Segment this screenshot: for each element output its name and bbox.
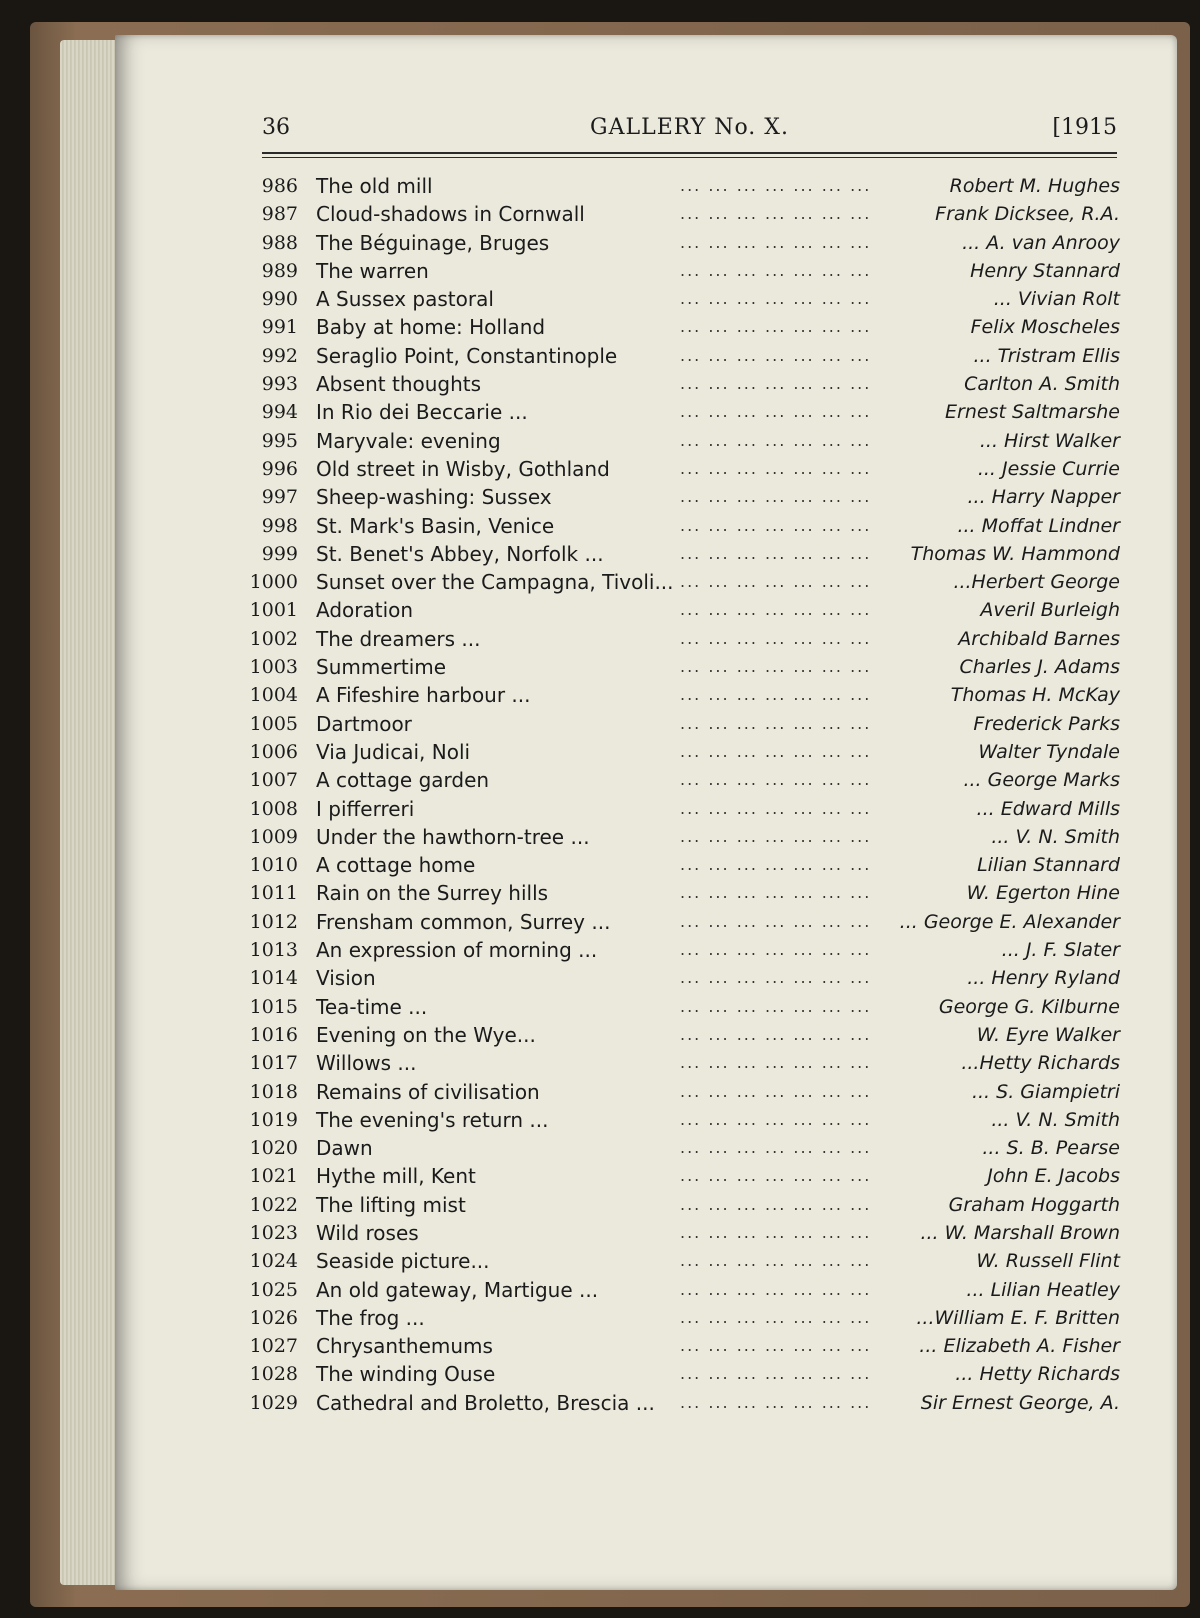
entry-title: Cathedral and Broletto, Brescia ... [316, 1390, 655, 1415]
entry-title: A Sussex pastoral [316, 287, 494, 312]
year-label: [1915 [1052, 115, 1117, 140]
entry-title: The frog ... [316, 1305, 425, 1330]
dot-leader: ... ... ... ... ... ... ... [680, 940, 872, 960]
entry-artist: George G. Kilburne [933, 993, 1120, 1021]
entry-title: Baby at home: Holland [316, 315, 546, 340]
dot-leader: ... ... ... ... ... ... ... [680, 628, 872, 648]
catalogue-entry [240, 1219, 1120, 1247]
entry-number: 1009 [249, 825, 298, 848]
entry-number: 1002 [249, 627, 298, 650]
catalogue-entry [240, 766, 1120, 794]
dot-leader: ... ... ... ... ... ... ... [680, 855, 872, 875]
entry-artist: ... George Marks [957, 766, 1120, 794]
entry-title: St. Benet's Abbey, Norfolk ... [316, 541, 604, 566]
dot-leader: ... ... ... ... ... ... ... [680, 1251, 872, 1271]
entry-artist: Felix Moscheles [965, 313, 1120, 341]
entry-artist: John E. Jacobs [981, 1162, 1120, 1190]
entry-number: 1005 [249, 712, 298, 735]
entry-number: 1016 [249, 1023, 298, 1046]
entry-number: 1029 [249, 1391, 298, 1414]
catalogue-entry [240, 1106, 1120, 1134]
entry-number: 995 [261, 429, 298, 452]
catalogue-entry [240, 370, 1120, 398]
entry-title: Rain on the Surrey hills [316, 881, 549, 906]
dot-leader: ... ... ... ... ... ... ... [680, 176, 872, 195]
catalogue-entry [240, 540, 1120, 568]
dot-leader: ... ... ... ... ... ... ... [680, 1279, 872, 1299]
catalogue-entry [240, 172, 1120, 200]
dot-leader: ... ... ... ... ... ... ... [680, 572, 872, 592]
entry-number: 1028 [249, 1363, 298, 1386]
catalogue-entry [240, 795, 1120, 823]
catalogue-entry [240, 851, 1120, 879]
entry-number: 1013 [249, 939, 298, 962]
dot-leader: ... ... ... ... ... ... ... [680, 1053, 872, 1073]
catalogue-entry [240, 993, 1120, 1021]
entry-number: 1012 [249, 910, 298, 933]
entry-title: Chrysanthemums [316, 1334, 493, 1359]
entry-title: The winding Ouse [316, 1362, 496, 1387]
dot-leader: ... ... ... ... ... ... ... [680, 1109, 872, 1129]
dot-leader: ... ... ... ... ... ... ... [680, 374, 872, 394]
dot-leader: ... ... ... ... ... ... ... [680, 1392, 872, 1412]
entry-number: 999 [261, 542, 298, 565]
entry-artist: Carlton A. Smith [958, 370, 1120, 398]
catalogue-entry [240, 1021, 1120, 1049]
entry-number: 994 [261, 401, 298, 424]
entry-artist: Archibald Barnes [952, 625, 1120, 653]
entry-title: In Rio dei Beccarie ... [316, 400, 528, 425]
entry-title: Vision [316, 966, 376, 991]
entry-number: 997 [261, 486, 298, 509]
entry-title: Cloud-shadows in Cornwall [316, 202, 585, 227]
entry-number: 1001 [249, 599, 298, 622]
entry-artist: W. Egerton Hine [961, 879, 1120, 907]
catalogue-entry [240, 1247, 1120, 1275]
entry-number: 996 [261, 457, 298, 480]
entry-number: 998 [261, 514, 298, 537]
entry-artist: ...Herbert George [947, 568, 1120, 596]
catalogue-entry [240, 936, 1120, 964]
dot-leader: ... ... ... ... ... ... ... [680, 260, 872, 280]
dot-leader: ... ... ... ... ... ... ... [680, 204, 872, 224]
entry-title: The evening's return ... [316, 1107, 549, 1132]
entry-artist: ... Vivian Rolt [988, 285, 1120, 313]
catalogue-entry [240, 908, 1120, 936]
entry-number: 1017 [249, 1052, 298, 1075]
entry-title: An old gateway, Martigue ... [316, 1277, 599, 1302]
catalogue-entry [240, 1332, 1120, 1360]
catalogue-entry [240, 653, 1120, 681]
catalogue-entry [240, 710, 1120, 738]
page-title: GALLERY No. X. [590, 115, 789, 140]
catalogue-entry [240, 342, 1120, 370]
catalogue-entry [240, 455, 1120, 483]
dot-leader: ... ... ... ... ... ... ... [680, 487, 872, 507]
entry-artist: ... Tristram Ellis [968, 342, 1120, 370]
entry-title: Wild roses [316, 1220, 419, 1245]
entry-artist: ...Hetty Richards [955, 1049, 1120, 1077]
entry-artist: Thomas H. McKay [945, 681, 1120, 709]
entry-artist: ... Hirst Walker [974, 427, 1120, 455]
entry-title: An expression of morning ... [316, 938, 598, 963]
catalogue-entry [240, 1276, 1120, 1304]
entry-artist: Charles J. Adams [954, 653, 1120, 681]
catalogue-entry [240, 1134, 1120, 1162]
entry-artist: ... W. Marshall Brown [914, 1219, 1120, 1247]
dot-leader: ... ... ... ... ... ... ... [680, 826, 872, 846]
entry-artist: ... Elizabeth A. Fisher [913, 1332, 1120, 1360]
catalogue-entry [240, 1389, 1120, 1417]
entry-artist: ... Henry Ryland [961, 964, 1120, 992]
entry-title: The dreamers ... [316, 626, 481, 651]
catalogue-entry [240, 229, 1120, 257]
entry-number: 1011 [249, 882, 298, 905]
entry-title: The lifting mist [316, 1192, 466, 1217]
catalogue-entry [240, 257, 1120, 285]
entry-number: 1020 [249, 1137, 298, 1160]
entry-number: 1018 [249, 1080, 298, 1103]
entry-artist: Averil Burleigh [974, 596, 1120, 624]
entry-title: The warren [316, 258, 429, 283]
entry-title: Remains of civilisation [316, 1079, 540, 1104]
entry-artist: ... V. N. Smith [985, 823, 1120, 851]
entry-title: A cottage garden [316, 768, 490, 793]
dot-leader: ... ... ... ... ... ... ... [680, 430, 872, 450]
entry-title: Seaside picture... [316, 1249, 490, 1274]
entry-title: Tea-time ... [316, 994, 428, 1019]
page-number: 36 [262, 115, 290, 140]
entry-artist: ... J. F. Slater [996, 936, 1120, 964]
entry-number: 1000 [249, 571, 298, 594]
dot-leader: ... ... ... ... ... ... ... [680, 996, 872, 1016]
entry-artist: Thomas W. Hammond [905, 540, 1120, 568]
entry-number: 1027 [249, 1335, 298, 1358]
catalogue-entry [240, 483, 1120, 511]
dot-leader: ... ... ... ... ... ... ... [680, 911, 872, 931]
entry-artist: Sir Ernest George, A. [915, 1389, 1120, 1417]
entry-title: Absent thoughts [316, 372, 482, 397]
entry-number: 1019 [249, 1108, 298, 1131]
entry-number: 993 [261, 373, 298, 396]
catalogue-entry [240, 313, 1120, 341]
catalogue-entry [240, 738, 1120, 766]
catalogue-entry [240, 1191, 1120, 1219]
entry-title: Maryvale: evening [316, 428, 501, 453]
entry-title: I pifferreri [316, 796, 415, 821]
catalogue-entry [240, 1304, 1120, 1332]
entry-artist: Graham Hoggarth [943, 1191, 1120, 1219]
entry-artist: ... V. N. Smith [985, 1106, 1120, 1134]
entry-artist: ... S. Giampietri [966, 1078, 1120, 1106]
entry-number: 990 [261, 288, 298, 311]
entry-number: 1006 [249, 740, 298, 763]
catalogue-entry [240, 879, 1120, 907]
catalogue-entry [240, 1360, 1120, 1388]
entry-title: Seraglio Point, Constantinople [316, 343, 618, 368]
entry-number: 1008 [249, 797, 298, 820]
entry-artist: ... A. van Anrooy [956, 229, 1120, 257]
entry-title: The Béguinage, Bruges [316, 230, 550, 255]
entry-artist: ... Lilian Heatley [960, 1276, 1120, 1304]
entry-title: Sunset over the Campagna, Tivoli... [316, 570, 674, 595]
dot-leader: ... ... ... ... ... ... ... [680, 317, 872, 337]
dot-leader: ... ... ... ... ... ... ... [680, 600, 872, 620]
entry-artist: ... Edward Mills [971, 795, 1120, 823]
catalogue-entry [240, 596, 1120, 624]
page-header [262, 115, 1117, 151]
dot-leader: ... ... ... ... ... ... ... [680, 232, 872, 252]
entry-title: Under the hawthorn-tree ... [316, 824, 590, 849]
entry-number: 1010 [249, 854, 298, 877]
entry-artist: Lilian Stannard [971, 851, 1120, 879]
entry-artist: W. Russell Flint [970, 1247, 1120, 1275]
dot-leader: ... ... ... ... ... ... ... [680, 458, 872, 478]
entry-number: 1021 [249, 1165, 298, 1188]
catalogue-entry [240, 512, 1120, 540]
catalogue-entry [240, 681, 1120, 709]
entry-number: 1004 [249, 684, 298, 707]
catalogue-entry [240, 625, 1120, 653]
catalogue-entry [240, 200, 1120, 228]
entry-artist: ...William E. F. Britten [910, 1304, 1120, 1332]
catalogue-entry [240, 285, 1120, 313]
entry-artist: ... Moffat Lindner [951, 512, 1120, 540]
dot-leader: ... ... ... ... ... ... ... [680, 798, 872, 818]
dot-leader: ... ... ... ... ... ... ... [680, 515, 872, 535]
entry-number: 991 [261, 316, 298, 339]
entry-artist: Walter Tyndale [972, 738, 1120, 766]
entry-artist: ... S. B. Pearse [976, 1134, 1120, 1162]
entry-number: 1024 [249, 1250, 298, 1273]
entry-title: Willows ... [316, 1051, 417, 1076]
entry-artist: ... Jessie Currie [972, 455, 1120, 483]
dot-leader: ... ... ... ... ... ... ... [680, 1307, 872, 1327]
dot-leader: ... ... ... ... ... ... ... [680, 289, 872, 309]
entry-number: 989 [261, 259, 298, 282]
entry-number: 1003 [249, 656, 298, 679]
dot-leader: ... ... ... ... ... ... ... [680, 1222, 872, 1242]
entry-title: Sheep-washing: Sussex [316, 485, 552, 510]
entry-title: St. Mark's Basin, Venice [316, 513, 555, 538]
entry-title: Frensham common, Surrey ... [316, 909, 611, 934]
dot-leader: ... ... ... ... ... ... ... [680, 741, 872, 761]
dot-leader: ... ... ... ... ... ... ... [680, 1336, 872, 1356]
entry-number: 1014 [249, 967, 298, 990]
entry-title: Dawn [316, 1136, 373, 1161]
entry-artist: ... George E. Alexander [894, 908, 1120, 936]
dot-leader: ... ... ... ... ... ... ... [680, 1138, 872, 1158]
dot-leader: ... ... ... ... ... ... ... [680, 883, 872, 903]
entry-title: Old street in Wisby, Gothland [316, 456, 610, 481]
entry-artist: ... Harry Napper [962, 483, 1120, 511]
entry-title: Evening on the Wye... [316, 1022, 536, 1047]
entry-artist: Robert M. Hughes [944, 172, 1120, 200]
catalogue-list [240, 172, 1120, 1417]
entry-title: The old mill [316, 174, 433, 198]
catalogue-entry [240, 964, 1120, 992]
dot-leader: ... ... ... ... ... ... ... [680, 968, 872, 988]
dot-leader: ... ... ... ... ... ... ... [680, 543, 872, 563]
entry-artist: Frank Dicksee, R.A. [929, 200, 1120, 228]
entry-artist: W. Eyre Walker [971, 1021, 1120, 1049]
entry-artist: Henry Stannard [964, 257, 1120, 285]
catalogue-entry [240, 398, 1120, 426]
catalogue-entry [240, 568, 1120, 596]
dot-leader: ... ... ... ... ... ... ... [680, 1364, 872, 1384]
entry-number: 992 [261, 344, 298, 367]
entry-title: A cottage home [316, 853, 476, 878]
entry-title: Via Judicai, Noli [316, 739, 471, 764]
entry-title: Summertime [316, 655, 447, 680]
dot-leader: ... ... ... ... ... ... ... [680, 685, 872, 705]
entry-title: Dartmoor [316, 711, 412, 736]
dot-leader: ... ... ... ... ... ... ... [680, 1194, 872, 1214]
entry-number: 986 [261, 175, 298, 197]
catalogue-entry [240, 823, 1120, 851]
catalogue-entry [240, 427, 1120, 455]
dot-leader: ... ... ... ... ... ... ... [680, 1024, 872, 1044]
entry-number: 1015 [249, 995, 298, 1018]
dot-leader: ... ... ... ... ... ... ... [680, 770, 872, 790]
catalogue-entry [240, 1162, 1120, 1190]
entry-title: Hythe mill, Kent [316, 1164, 476, 1189]
entry-artist: ... Hetty Richards [949, 1360, 1120, 1388]
entry-title: A Fifeshire harbour ... [316, 683, 531, 708]
entry-number: 1007 [249, 769, 298, 792]
header-rule [262, 152, 1117, 158]
entry-artist: Frederick Parks [967, 710, 1120, 738]
dot-leader: ... ... ... ... ... ... ... [680, 402, 872, 422]
entry-number: 1023 [249, 1221, 298, 1244]
dot-leader: ... ... ... ... ... ... ... [680, 657, 872, 677]
entry-number: 1022 [249, 1193, 298, 1216]
entry-artist: Ernest Saltmarshe [939, 398, 1120, 426]
catalogue-entry [240, 1049, 1120, 1077]
dot-leader: ... ... ... ... ... ... ... [680, 713, 872, 733]
dot-leader: ... ... ... ... ... ... ... [680, 1081, 872, 1101]
dot-leader: ... ... ... ... ... ... ... [680, 1166, 872, 1186]
entry-number: 988 [261, 231, 298, 254]
catalogue-entry [240, 1078, 1120, 1106]
entry-number: 1025 [249, 1278, 298, 1301]
entry-number: 1026 [249, 1306, 298, 1329]
entry-title: Adoration [316, 598, 414, 623]
dot-leader: ... ... ... ... ... ... ... [680, 345, 872, 365]
entry-number: 987 [261, 203, 298, 226]
